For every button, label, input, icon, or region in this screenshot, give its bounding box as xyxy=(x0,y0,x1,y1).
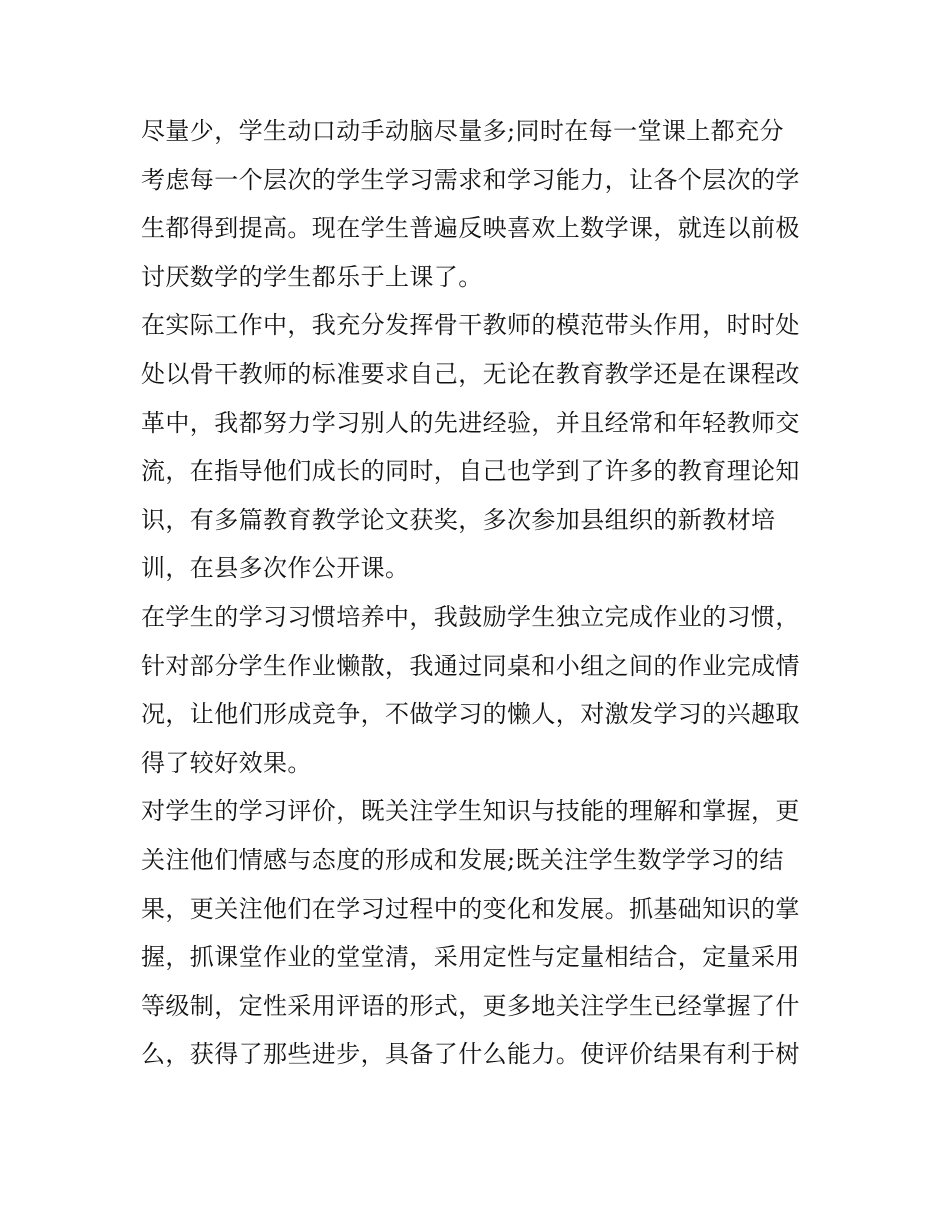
text-line: 对学生的学习评价，既关注学生知识与技能的理解和掌握，更 xyxy=(141,797,800,826)
text-line: 在学生的学习习惯培养中，我鼓励学生独立完成作业的习惯， xyxy=(141,602,800,631)
text-line: 握，抓课堂作业的堂堂清，采用定性与定量相结合，定量采用 xyxy=(141,943,800,972)
text-line: 处以骨干教师的标准要求自己，无论在教育教学还是在课程改 xyxy=(141,359,800,388)
text-line: 革中，我都努力学习别人的先进经验，并且经常和年轻教师交 xyxy=(141,408,800,437)
text-line: 等级制，定性采用评语的形式，更多地关注学生已经掌握了什 xyxy=(141,991,800,1020)
text-line: 生都得到提高。现在学生普遍反映喜欢上数学课，就连以前极 xyxy=(141,214,800,243)
text-line: 讨厌数学的学生都乐于上课了。 xyxy=(141,262,483,291)
text-line: 况，让他们形成竞争，不做学习的懒人，对激发学习的兴趣取 xyxy=(141,700,800,729)
text-line: 关注他们情感与态度的形成和发展;既关注学生数学学习的结 xyxy=(141,845,784,874)
text-line: 针对部分学生作业懒散，我通过同桌和小组之间的作业完成情 xyxy=(141,651,800,680)
text-line: 训，在县多次作公开课。 xyxy=(141,554,410,583)
text-line: 尽量少，学生动口动手动脑尽量多;同时在每一堂课上都充分 xyxy=(141,117,784,145)
text-line: 果，更关注他们在学习过程中的变化和发展。抓基础知识的掌 xyxy=(141,894,800,923)
text-line: 得了较好效果。 xyxy=(141,748,312,777)
text-line: 在实际工作中，我充分发挥骨干教师的模范带头作用，时时处 xyxy=(141,311,800,340)
text-line: 流，在指导他们成长的同时，自己也学到了许多的教育理论知 xyxy=(141,457,800,486)
document-body xyxy=(141,107,821,1079)
text-line: 识，有多篇教育教学论文获奖，多次参加县组织的新教材培 xyxy=(141,505,776,534)
text-line: 考虑每一个层次的学生学习需求和学习能力，让各个层次的学 xyxy=(141,165,800,194)
text-line: 么，获得了那些进步，具备了什么能力。使评价结果有利于树 xyxy=(141,1040,800,1069)
